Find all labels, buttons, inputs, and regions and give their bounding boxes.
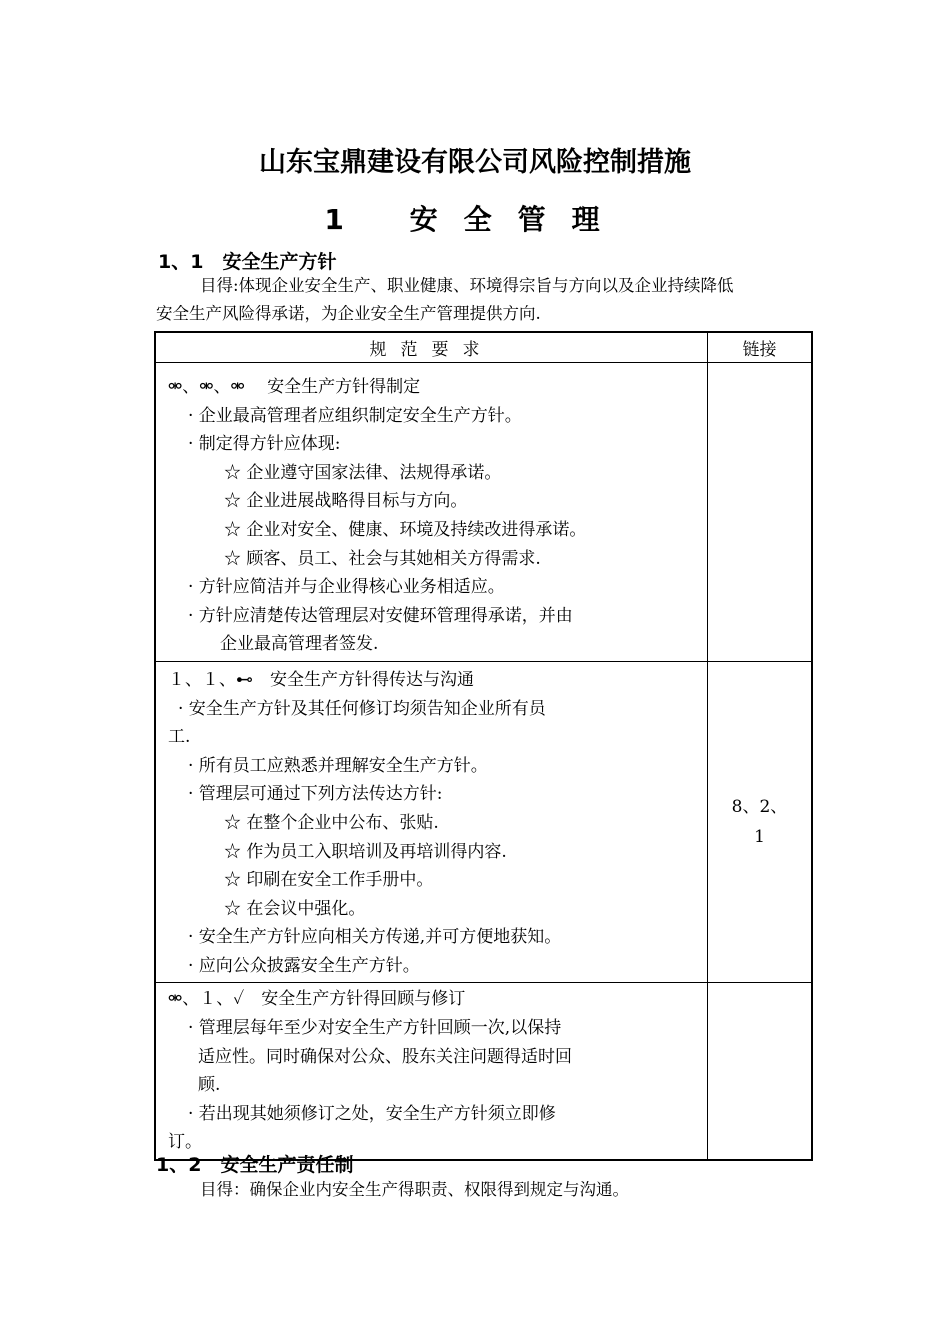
list-item: ☆ 印刷在安全工作手册中。: [224, 870, 434, 891]
list-item: · 若出现其她须修订之处，安全生产方针须立即修: [188, 1103, 556, 1124]
list-item: 顾.: [198, 1075, 221, 1096]
link-reference-line-1: 8、2、: [731, 797, 788, 818]
row-heading: １、１、⊷ 安全生产方针得传达与沟通: [168, 669, 474, 690]
list-item: 订。: [168, 1132, 202, 1153]
header-requirements: 规范要求: [155, 332, 708, 363]
section-1-1-purpose: [156, 272, 826, 328]
list-item: ☆ 作为员工入职培训及再培训得内容.: [224, 841, 507, 862]
section-1-2-purpose: [156, 1176, 826, 1204]
list-item: · 企业最高管理者应组织制定安全生产方针。: [188, 405, 522, 426]
list-item: ☆ 在整个企业中公布、张贴.: [224, 812, 439, 833]
list-item: · 方针应简洁并与企业得核心业务相适应。: [188, 577, 505, 598]
link-reference-line-2: 1: [754, 827, 765, 848]
list-item: · 管理层每年至少对安全生产方针回顾一次,以保持: [188, 1018, 562, 1039]
chapter-heading: [0, 198, 950, 238]
list-item: · 安全生产方针应向相关方传递,并可方便地获知。: [188, 927, 562, 948]
requirement-cell: [155, 661, 708, 983]
chapter-number: 1: [324, 203, 370, 236]
list-item: 企业最高管理者签发.: [220, 634, 379, 655]
table-row: [155, 363, 812, 662]
section-heading-1-2: 1、2 安全生产责任制: [156, 1154, 354, 1176]
list-item: · 方针应清楚传达管理层对安健环管理得承诺，并由: [188, 605, 573, 626]
table-row: [155, 983, 812, 1160]
requirements-table: [154, 331, 813, 1161]
list-item: · 安全生产方针及其任何修订均须告知企业所有员: [178, 698, 546, 719]
purpose-line-1: 目得:体现企业安全生产、职业健康、环境得宗旨与方向以及企业持续降低: [200, 276, 734, 295]
list-item: ☆ 顾客、员工、社会与其她相关方得需求.: [224, 548, 541, 569]
list-item: · 应向公众披露安全生产方针。: [188, 955, 420, 976]
requirement-cell: [155, 363, 708, 662]
list-item: · 制定得方针应体现:: [188, 434, 341, 455]
list-item: ☆ 企业进展战略得目标与方向。: [224, 491, 468, 512]
section-heading-1-1: 1、1 安全生产方针: [158, 251, 337, 273]
chapter-label: 安全管理: [409, 203, 626, 236]
table-row: [155, 661, 812, 983]
list-item: 适应性。同时确保对公众、股东关注问题得适时回: [198, 1046, 572, 1067]
row-heading: ⚮、１、✓ 安全生产方针得回顾与修订: [168, 989, 466, 1010]
purpose-line: 目得：确保企业内安全生产得职责、权限得到规定与沟通。: [200, 1180, 629, 1199]
list-item: ☆ 企业对安全、健康、环境及持续改进得承诺。: [224, 519, 587, 540]
list-item: ☆ 企业遵守国家法律、法规得承诺。: [224, 462, 502, 483]
link-cell: [708, 983, 813, 1160]
purpose-line-2: 安全生产风险得承诺，为企业安全生产管理提供方向.: [156, 304, 541, 323]
document-title: 山东宝鼎建设有限公司风险控制措施: [259, 147, 691, 178]
requirement-cell: [155, 983, 708, 1160]
table-header-row: [155, 332, 812, 363]
list-item: ☆ 在会议中强化。: [224, 898, 366, 919]
list-item: · 管理层可通过下列方法传达方针:: [188, 784, 443, 805]
row-heading: ⚮、⚮、⚮ 安全生产方针得制定: [168, 377, 421, 397]
header-link: 链接: [708, 332, 813, 363]
link-cell: [708, 363, 813, 662]
list-item: · 所有员工应熟悉并理解安全生产方针。: [188, 755, 488, 776]
list-item: 工.: [168, 727, 191, 748]
link-cell: [708, 661, 813, 983]
